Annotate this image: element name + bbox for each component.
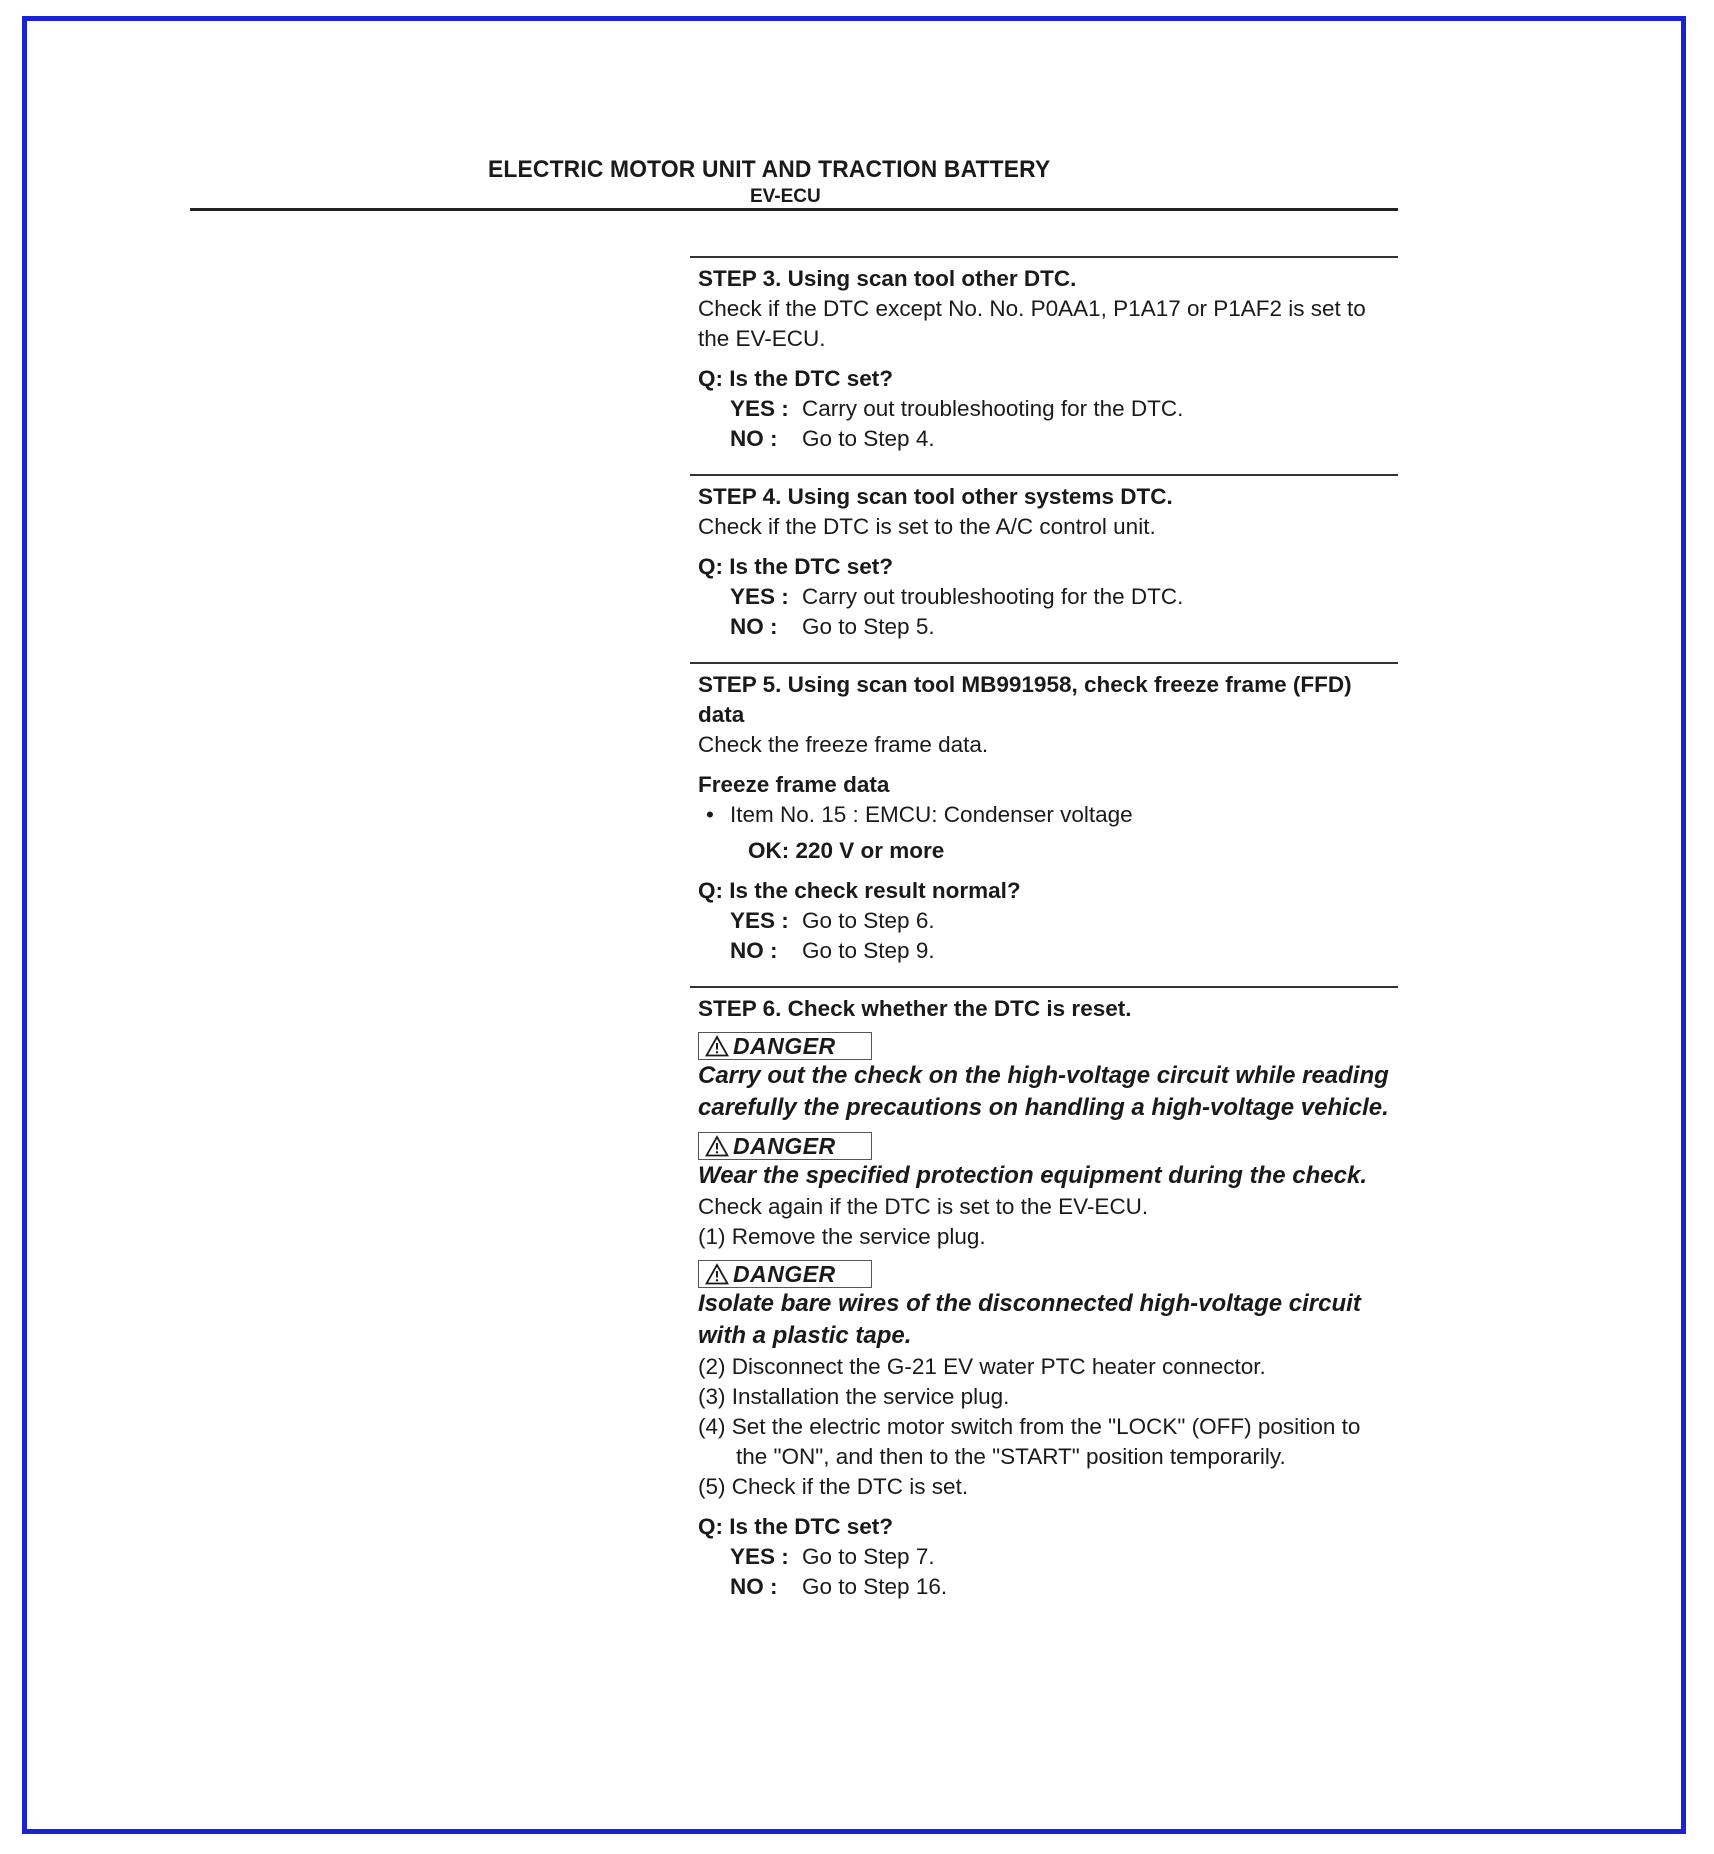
yes-label: YES : — [730, 584, 789, 609]
danger-text-2: Wear the specified protection equipment during the check. — [698, 1162, 1367, 1189]
yes-label: YES : — [730, 396, 789, 421]
step-4 — [690, 474, 1398, 642]
danger-text-3: Isolate bare wires of the disconnected high-voltage circuit with a plastic tape. — [698, 1290, 1361, 1349]
procedure-item-4: (4) Set the electric motor switch from the "LOCK" (OFF) position to the "ON", and then to the "START" position temporarily. — [698, 1414, 1361, 1469]
danger-label — [698, 1260, 872, 1288]
danger-label — [698, 1132, 872, 1160]
bullet-dot: • — [706, 802, 714, 827]
no-label: NO : — [730, 938, 778, 963]
no-label: NO : — [730, 426, 778, 451]
procedure-item-1: (1) Remove the service plug. — [698, 1224, 986, 1249]
procedure-item-2: (2) Disconnect the G-21 EV water PTC heater connector. — [698, 1354, 1266, 1379]
no-label: NO : — [730, 614, 778, 639]
step-3-text: Check if the DTC except No. No. P0AA1, P1A17 or P1AF2 is set to the EV-ECU. — [698, 296, 1366, 351]
step-5-heading: STEP 5. Using scan tool MB991958, check freeze frame (FFD) data — [698, 672, 1352, 727]
step-5-text: Check the freeze frame data. — [698, 732, 989, 757]
step-5-question: Q: Is the check result normal? — [698, 878, 1021, 903]
danger-text-1: Carry out the check on the high-voltage circuit while reading carefully the precautions on handling a high-voltage vehicle. — [698, 1062, 1389, 1121]
step-4-no — [730, 612, 1390, 642]
no-text: Go to Step 4. — [802, 426, 935, 451]
step-4-text: Check if the DTC is set to the A/C control unit. — [698, 514, 1156, 539]
freeze-frame-heading: Freeze frame data — [698, 772, 890, 797]
danger-label — [698, 1032, 872, 1060]
yes-text: Carry out troubleshooting for the DTC. — [802, 396, 1184, 421]
step-5-yes — [730, 906, 1390, 936]
no-text: Go to Step 5. — [802, 614, 935, 639]
page-subtitle: EV-ECU — [750, 186, 821, 207]
step-3-no — [730, 424, 1390, 454]
no-text: Go to Step 9. — [802, 938, 935, 963]
step-4-heading: STEP 4. Using scan tool other systems DTC. — [698, 484, 1173, 509]
page-title: ELECTRIC MOTOR UNIT AND TRACTION BATTERY — [488, 156, 1051, 183]
danger-label-text: DANGER — [733, 1133, 836, 1159]
freeze-frame-item-text: Item No. 15 : EMCU: Condenser voltage — [730, 802, 1133, 827]
step-3 — [690, 256, 1398, 454]
step-3-question: Q: Is the DTC set? — [698, 366, 894, 391]
yes-label: YES : — [730, 1544, 789, 1569]
step-6 — [690, 986, 1398, 1602]
step-6-heading: STEP 6. Check whether the DTC is reset. — [698, 996, 1132, 1021]
danger-label-text: DANGER — [733, 1033, 836, 1059]
header-divider — [190, 208, 1398, 211]
step-6-yes — [730, 1542, 1390, 1572]
step-6-no — [730, 1572, 1390, 1602]
warning-triangle-icon — [705, 1135, 729, 1157]
step-5 — [690, 662, 1398, 966]
step-3-yes — [730, 394, 1390, 424]
no-text: Go to Step 16. — [802, 1574, 948, 1599]
procedure-item-5: (5) Check if the DTC is set. — [698, 1474, 969, 1499]
step-3-heading: STEP 3. Using scan tool other DTC. — [698, 266, 1077, 291]
yes-text: Carry out troubleshooting for the DTC. — [802, 584, 1184, 609]
danger-label-text: DANGER — [733, 1261, 836, 1287]
yes-text: Go to Step 6. — [802, 908, 935, 933]
yes-label: YES : — [730, 908, 789, 933]
step-6-text: Check again if the DTC is set to the EV-ECU. — [698, 1194, 1149, 1219]
step-5-no — [730, 936, 1390, 966]
no-label: NO : — [730, 1574, 778, 1599]
yes-text: Go to Step 7. — [802, 1544, 935, 1569]
step-6-question: Q: Is the DTC set? — [698, 1514, 894, 1539]
warning-triangle-icon — [705, 1035, 729, 1057]
procedure-item-3: (3) Installation the service plug. — [698, 1384, 1010, 1409]
step-4-yes — [730, 582, 1390, 612]
freeze-frame-item — [698, 800, 1390, 830]
warning-triangle-icon — [705, 1263, 729, 1285]
ok-criteria: OK: 220 V or more — [748, 838, 945, 863]
steps-column — [690, 256, 1398, 1622]
step-4-question: Q: Is the DTC set? — [698, 554, 894, 579]
